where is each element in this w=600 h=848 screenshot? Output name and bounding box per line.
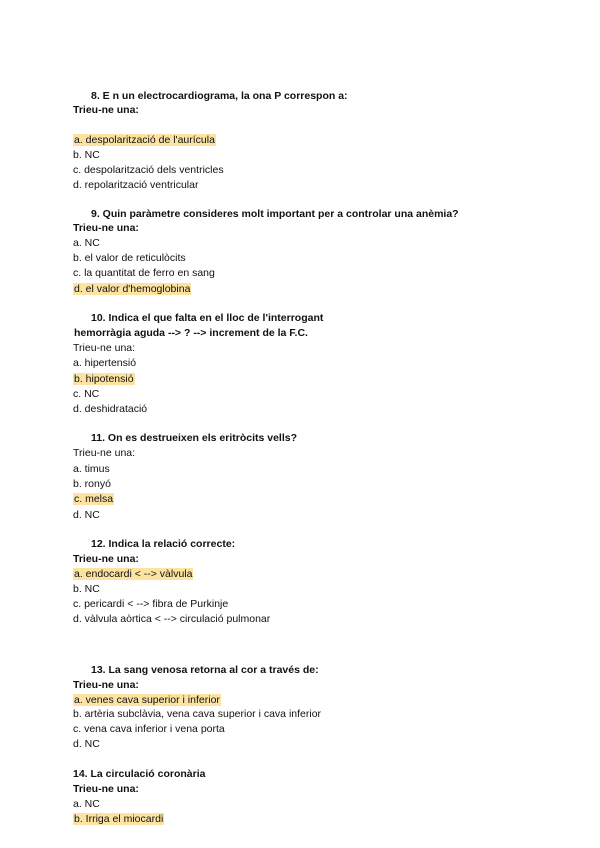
question-title: 11. On es destrueixen els eritròcits vells? xyxy=(91,432,298,444)
question-title-line2: hemorràgia aguda --> ? --> increment de la F.C. xyxy=(74,327,308,339)
question-title: 9. Quin paràmetre consideres molt important per a controlar una anèmia? xyxy=(91,208,459,220)
option-text: d. el valor d'hemoglobina xyxy=(74,283,191,295)
question-prompt: Trieu-ne una: xyxy=(73,679,139,691)
option-text: a. despolarització de l'aurícula xyxy=(74,134,215,146)
option-text: d. NC xyxy=(73,738,100,750)
answer-option[interactable] xyxy=(73,178,198,193)
option-text: b. artèria subclàvia, vena cava superior i cava inferior xyxy=(73,708,322,720)
option-text: b. Irriga el miocardi xyxy=(74,813,164,825)
option-text: c. melsa xyxy=(74,493,114,505)
option-text: d. NC xyxy=(73,509,100,521)
option-text: c. pericardi < --> fibra de Purkinje xyxy=(73,598,229,610)
answer-option[interactable] xyxy=(73,737,100,752)
answer-option[interactable] xyxy=(73,251,186,266)
option-text: c. despolarització dels ventricles xyxy=(73,164,224,176)
answer-option[interactable] xyxy=(73,148,100,163)
answer-option[interactable] xyxy=(73,693,221,708)
option-text: d. vàlvula aòrtica < --> circulació pulmonar xyxy=(73,613,271,625)
answer-option[interactable] xyxy=(73,402,147,417)
answer-option[interactable] xyxy=(73,582,100,597)
answer-option[interactable] xyxy=(73,508,100,523)
answer-option[interactable] xyxy=(73,597,228,612)
answer-option[interactable] xyxy=(73,812,164,827)
question-title: 14. La circulació coronària xyxy=(73,768,206,780)
answer-option[interactable] xyxy=(73,266,215,281)
option-text: a. venes cava superior i inferior xyxy=(74,694,220,706)
answer-option[interactable] xyxy=(73,707,321,722)
option-text: a. NC xyxy=(73,237,100,249)
answer-option[interactable] xyxy=(73,372,135,387)
question-title: 12. Indica la relació correcte: xyxy=(91,538,236,550)
question-prompt: Trieu-ne una: xyxy=(73,104,139,116)
option-text: c. la quantitat de ferro en sang xyxy=(73,267,215,279)
option-text: d. deshidratació xyxy=(73,403,148,415)
answer-option[interactable] xyxy=(73,133,216,148)
option-text: a. NC xyxy=(73,798,100,810)
option-text: c. NC xyxy=(73,388,100,400)
question-prompt: Trieu-ne una: xyxy=(73,342,136,354)
answer-option[interactable] xyxy=(73,722,225,737)
option-text: b. NC xyxy=(73,583,100,595)
question-prompt: Trieu-ne una: xyxy=(73,553,139,565)
option-text: b. hipotensió xyxy=(74,373,134,385)
answer-option[interactable] xyxy=(73,477,111,492)
question-prompt: Trieu-ne una: xyxy=(73,222,139,234)
option-text: b. ronyó xyxy=(73,478,111,490)
answer-option[interactable] xyxy=(73,612,270,627)
option-text: d. repolarització ventricular xyxy=(73,179,199,191)
answer-option[interactable] xyxy=(73,462,110,477)
question-prompt: Trieu-ne una: xyxy=(73,783,139,795)
answer-option[interactable] xyxy=(73,387,99,402)
question-title: 8. E n un electrocardiograma, la ona P correspon a: xyxy=(91,90,348,102)
option-text: b. NC xyxy=(73,149,100,161)
answer-option[interactable] xyxy=(73,163,224,178)
question-prompt: Trieu-ne una: xyxy=(73,447,136,459)
answer-option[interactable] xyxy=(73,567,193,582)
option-text: c. vena cava inferior i vena porta xyxy=(73,723,225,735)
question-title: 10. Indica el que falta en el lloc de l'interrogant xyxy=(91,312,324,324)
question-title: 13. La sang venosa retorna al cor a través de: xyxy=(91,664,319,676)
answer-option[interactable] xyxy=(73,236,100,251)
answer-option[interactable] xyxy=(73,492,114,507)
answer-option[interactable] xyxy=(73,797,100,812)
option-text: b. el valor de reticulòcits xyxy=(73,252,186,264)
answer-option[interactable] xyxy=(73,282,191,297)
option-text: a. hipertensió xyxy=(73,357,137,369)
answer-option[interactable] xyxy=(73,356,136,371)
option-text: a. endocardi < --> vàlvula xyxy=(74,568,193,580)
option-text: a. timus xyxy=(73,463,110,475)
